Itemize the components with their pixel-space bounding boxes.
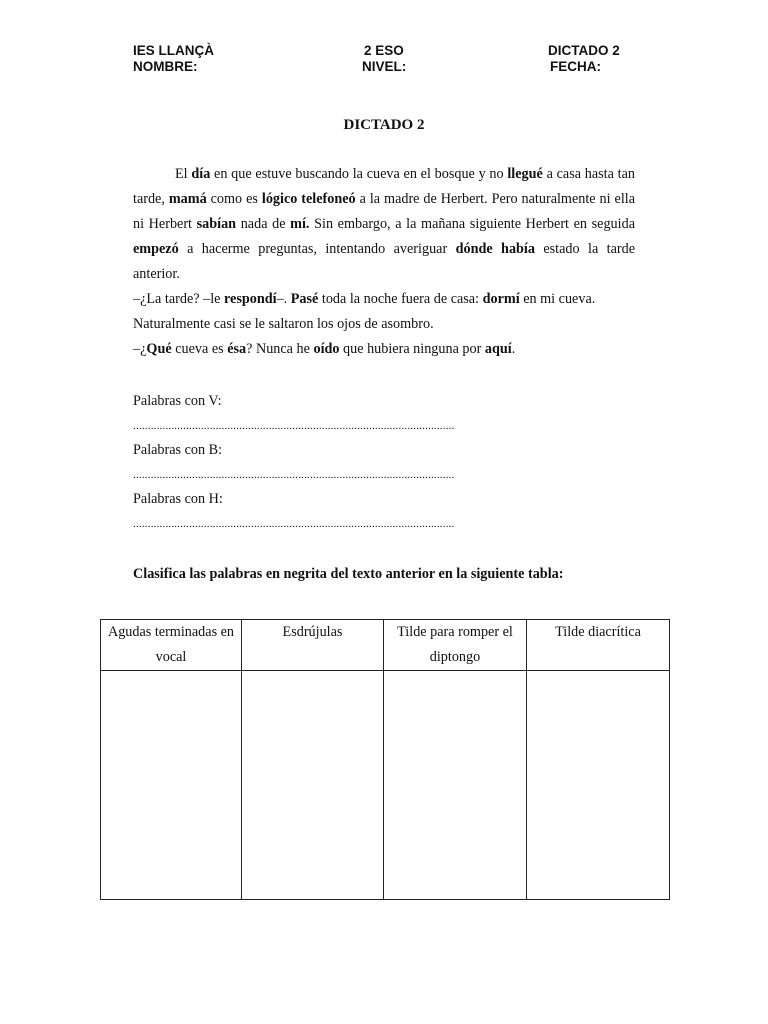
document-title: DICTADO 2: [343, 117, 425, 133]
prompt-label-b: Palabras con B:: [133, 442, 223, 458]
answer-line-b: .............................................................................................................: [133, 469, 455, 481]
name-label: NOMBRE:: [133, 59, 198, 74]
text-run: como es: [206, 191, 262, 207]
text-run: Naturalmente casi se le saltaron los ojos de asombro.: [133, 316, 434, 332]
answer-cell-diacritica[interactable]: [527, 671, 670, 900]
answer-cell-diptongo[interactable]: [384, 671, 527, 900]
text-run: El: [175, 166, 192, 182]
dictation-paragraph: [133, 337, 635, 362]
bold-word: oído: [313, 341, 340, 357]
bold-word: aquí: [484, 341, 512, 357]
dictation-paragraph: [133, 287, 635, 312]
header-esdrujulas: Esdrújulas: [242, 620, 384, 671]
level-label: NIVEL:: [362, 59, 407, 74]
word-prompts: [133, 389, 533, 536]
dictation-paragraph: [133, 312, 635, 337]
answer-cell-esdrujulas[interactable]: [242, 671, 384, 900]
text-run: Sin embargo, a la mañana siguiente Herbert en seguida: [309, 216, 635, 232]
table-instruction: Clasifica las palabras en negrita del texto anterior en la siguiente tabla:: [133, 566, 564, 582]
table-answer-row: [101, 671, 670, 900]
text-run: toda la noche fuera de casa:: [318, 291, 483, 307]
text-run: –.: [276, 291, 291, 307]
bold-word: empezó: [133, 241, 179, 257]
bold-word: mí.: [290, 216, 310, 232]
bold-word: día: [191, 166, 211, 182]
text-run: en que estuve buscando la cueva en el bosque y no: [210, 166, 508, 182]
prompt-label-h: Palabras con H:: [133, 491, 223, 507]
prompt-label-v: Palabras con V:: [133, 393, 222, 409]
text-run: nada de: [236, 216, 291, 232]
bold-word: respondí: [223, 291, 277, 307]
text-run: a hacerme preguntas, intentando averiguar: [178, 241, 456, 257]
bold-word: llegué: [507, 166, 543, 182]
date-label: FECHA:: [550, 59, 601, 74]
text-run: que hubiera ninguna por: [339, 341, 485, 357]
header-diptongo: Tilde para romper el diptongo: [384, 620, 527, 671]
grade-label: 2 ESO: [364, 43, 404, 58]
bold-word: ésa: [227, 341, 247, 357]
bold-word: mamá: [168, 191, 207, 207]
text-run: –¿La tarde? –le: [133, 291, 224, 307]
dictation-paragraph: [133, 162, 635, 287]
dictation-text: [133, 162, 635, 362]
bold-word: sabían: [196, 216, 237, 232]
header-agudas: Agudas terminadas en vocal: [101, 620, 242, 671]
text-run: en mi cueva.: [519, 291, 596, 307]
header-doc-label: DICTADO 2: [548, 43, 620, 58]
school-name: IES LLANÇÀ: [133, 43, 214, 58]
text-run: ? Nunca he: [246, 341, 314, 357]
bold-word: dónde había: [455, 241, 535, 257]
header-diacritica: Tilde diacrítica: [527, 620, 670, 671]
text-run: a casa hasta tan tarde,: [133, 166, 635, 207]
bold-word: lógico telefoneó: [261, 191, 356, 207]
answer-line-h: .............................................................................................................: [133, 518, 455, 530]
text-run: .: [511, 341, 516, 357]
table-header-row: [101, 620, 670, 671]
answer-line-v: .............................................................................................................: [133, 420, 455, 432]
answer-cell-agudas[interactable]: [101, 671, 242, 900]
bold-word: Pasé: [290, 291, 319, 307]
text-run: cueva es: [171, 341, 228, 357]
bold-word: Qué: [146, 341, 172, 357]
text-run: estado la tarde anterior.: [133, 241, 635, 282]
classification-table: [100, 619, 670, 900]
text-run: a la madre de Herbert. Pero naturalmente ni ella ni Herbert: [133, 191, 636, 232]
text-run: –¿: [133, 341, 147, 357]
bold-word: dormí: [482, 291, 520, 307]
